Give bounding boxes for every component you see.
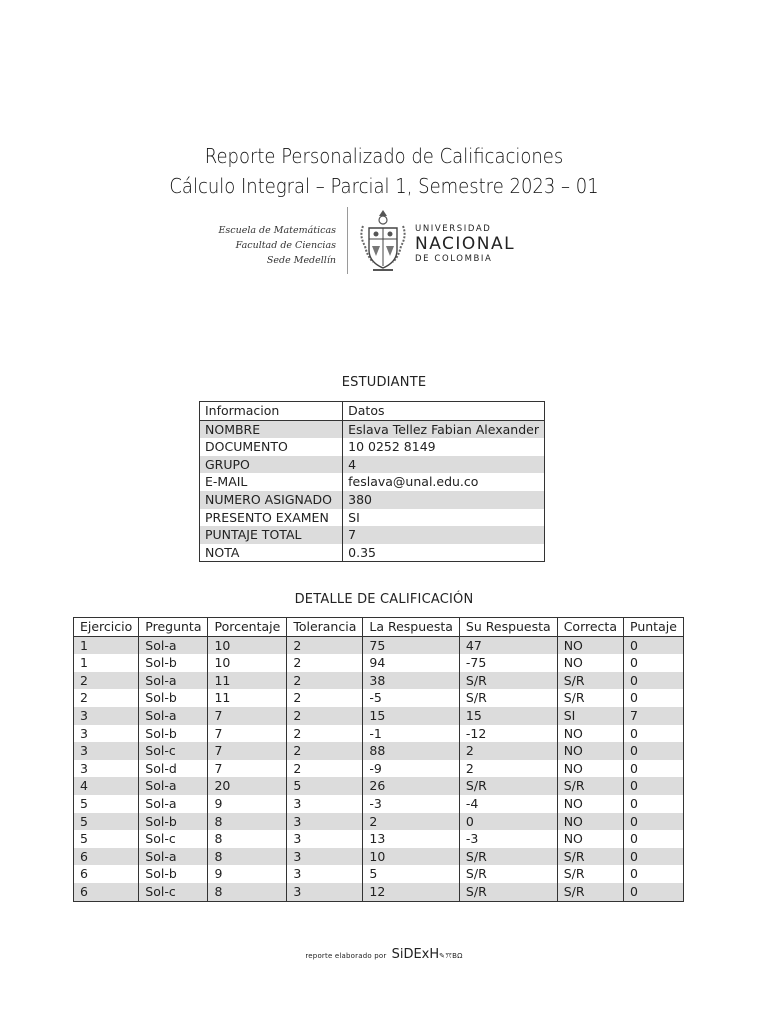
- table-cell: NO: [557, 795, 623, 813]
- table-cell: 6: [74, 865, 139, 883]
- table-cell: 0: [624, 742, 684, 760]
- table-row: [200, 456, 545, 474]
- table-cell: 6: [74, 848, 139, 866]
- table-header-row: [200, 402, 545, 421]
- column-header: Puntaje: [624, 618, 684, 637]
- table-row: [74, 777, 684, 795]
- table-cell: Sol-b: [139, 654, 208, 672]
- column-header: Correcta: [557, 618, 623, 637]
- table-cell: 38: [363, 672, 460, 690]
- table-cell: 2: [287, 654, 363, 672]
- table-cell: 0: [630, 655, 638, 671]
- table-cell: 2: [287, 742, 363, 760]
- table-row: [200, 438, 545, 456]
- footer-prefix: reporte elaborado por: [305, 952, 387, 960]
- university-line: UNIVERSIDAD: [415, 224, 492, 234]
- table-cell: 3: [287, 813, 363, 831]
- table-cell: 3: [74, 742, 139, 760]
- table-cell: NO: [557, 760, 623, 778]
- column-header: La Respuesta: [363, 618, 460, 637]
- table-cell: NO: [557, 742, 623, 760]
- university-name: [415, 224, 515, 264]
- faculty-line: Facultad de Ciencias: [235, 240, 336, 251]
- table-cell: S/R: [459, 689, 557, 707]
- table-cell: S/R: [557, 848, 623, 866]
- table-cell: Sol-b: [139, 725, 208, 743]
- table-cell: Sol-a: [139, 707, 208, 725]
- column-header: Porcentaje: [208, 618, 287, 637]
- table-cell: 47: [459, 636, 557, 654]
- report-title: Reporte Personalizado de Calificaciones: [204, 144, 564, 168]
- table-row: [200, 544, 545, 562]
- table-cell: 0: [630, 795, 638, 811]
- table-cell: 5: [74, 795, 139, 813]
- table-row: [74, 883, 684, 901]
- table-cell: S/R: [557, 883, 623, 901]
- school-line: Escuela de Matemáticas: [218, 225, 336, 236]
- course-subtitle: Cálculo Integral – Parcial 1, Semestre 2023 – 01: [169, 174, 599, 198]
- info-label: NOTA: [200, 544, 343, 562]
- table-row: [200, 526, 545, 544]
- info-label: NOMBRE: [200, 420, 343, 438]
- nacional-line: NACIONAL: [415, 234, 516, 254]
- table-row: [74, 813, 684, 831]
- table-cell: 88: [363, 742, 460, 760]
- table-cell: 7: [208, 760, 287, 778]
- table-cell: 2: [459, 760, 557, 778]
- table-header-row: [74, 618, 684, 637]
- table-cell: 20: [208, 777, 287, 795]
- table-cell: 2: [363, 813, 460, 831]
- table-cell: Sol-c: [139, 742, 208, 760]
- table-cell: 9: [208, 865, 287, 883]
- table-cell: 0: [624, 813, 684, 831]
- table-cell: Sol-b: [139, 865, 208, 883]
- table-cell: 11: [208, 672, 287, 690]
- table-cell: 0: [630, 690, 638, 706]
- table-cell: 2: [287, 725, 363, 743]
- table-row: [74, 707, 684, 725]
- info-value: 380: [343, 491, 545, 509]
- info-value: 10 0252 8149: [348, 439, 436, 455]
- student-info-table: [199, 401, 545, 562]
- table-row: [200, 420, 545, 438]
- table-cell: 2: [74, 689, 139, 707]
- table-cell: 8: [208, 813, 287, 831]
- table-row: [200, 473, 545, 491]
- table-cell: NO: [557, 636, 623, 654]
- student-section-title: ESTUDIANTE: [341, 375, 427, 390]
- table-cell: Sol-a: [139, 777, 208, 795]
- table-cell: 15: [363, 707, 460, 725]
- table-cell: 0: [459, 813, 557, 831]
- table-cell: 12: [363, 883, 460, 901]
- table-cell: Sol-a: [139, 672, 208, 690]
- table-row: [74, 689, 684, 707]
- table-row: [74, 654, 684, 672]
- info-label: DOCUMENTO: [200, 438, 343, 456]
- column-header: Tolerancia: [287, 618, 363, 637]
- table-cell: 2: [287, 760, 363, 778]
- table-cell: 3: [287, 865, 363, 883]
- info-label: E-MAIL: [200, 473, 343, 491]
- faculty-text: [200, 223, 336, 268]
- table-row: [74, 830, 684, 848]
- table-cell: Sol-a: [139, 795, 208, 813]
- table-cell: 0: [624, 777, 684, 795]
- table-cell: 6: [74, 883, 139, 901]
- table-cell: 0: [624, 672, 684, 690]
- table-cell: 11: [208, 689, 287, 707]
- footer-brand: SiDExH: [391, 947, 440, 962]
- table-cell: -1: [363, 725, 460, 743]
- footer-suffix: ✎ꔫBΩ: [439, 952, 463, 960]
- info-label: PUNTAJE TOTAL: [200, 526, 343, 544]
- table-cell: 75: [363, 636, 460, 654]
- logo-divider: [347, 207, 348, 274]
- table-row: [74, 848, 684, 866]
- table-cell: 5: [363, 865, 460, 883]
- info-value: Eslava Tellez Fabian Alexander: [343, 420, 545, 438]
- table-cell: 94: [363, 654, 460, 672]
- table-cell: S/R: [557, 672, 623, 690]
- table-cell: 10: [208, 636, 287, 654]
- table-cell: 5: [74, 830, 139, 848]
- table-cell: S/R: [459, 777, 557, 795]
- table-cell: S/R: [557, 777, 623, 795]
- table-row: [74, 865, 684, 883]
- table-cell: 3: [74, 707, 139, 725]
- table-cell: 1: [74, 654, 139, 672]
- table-cell: 0: [630, 725, 638, 741]
- table-cell: -3: [459, 830, 557, 848]
- table-cell: 2: [74, 672, 139, 690]
- table-cell: 3: [287, 883, 363, 901]
- table-cell: 2: [459, 742, 557, 760]
- table-cell: S/R: [459, 883, 557, 901]
- university-seal-icon: [357, 206, 409, 276]
- info-value: 4: [343, 456, 545, 474]
- detail-rows: [74, 636, 684, 901]
- table-cell: 0: [630, 831, 638, 847]
- table-cell: 13: [363, 830, 460, 848]
- table-cell: SI: [557, 707, 623, 725]
- table-cell: Sol-c: [139, 883, 208, 901]
- column-header: Ejercicio: [74, 618, 139, 637]
- column-header: Pregunta: [139, 618, 208, 637]
- table-cell: 15: [459, 707, 557, 725]
- table-cell: 2: [287, 689, 363, 707]
- info-value: 7: [343, 526, 545, 544]
- footer-credit: [0, 943, 768, 962]
- table-cell: 8: [208, 883, 287, 901]
- info-value: 0.35: [348, 544, 376, 560]
- table-cell: -9: [363, 760, 460, 778]
- table-cell: 5: [74, 813, 139, 831]
- table-cell: 2: [287, 636, 363, 654]
- campus-line: Sede Medellín: [266, 255, 336, 266]
- table-cell: 8: [208, 830, 287, 848]
- table-cell: NO: [557, 654, 623, 672]
- table-cell: -75: [459, 654, 557, 672]
- table-row: [200, 509, 545, 527]
- table-cell: S/R: [459, 672, 557, 690]
- table-cell: -12: [459, 725, 557, 743]
- table-row: [74, 760, 684, 778]
- table-cell: Sol-a: [139, 848, 208, 866]
- table-cell: S/R: [459, 848, 557, 866]
- table-cell: 0: [630, 760, 638, 776]
- table-row: [74, 795, 684, 813]
- table-cell: 3: [74, 725, 139, 743]
- column-header: Informacion: [200, 402, 343, 421]
- table-cell: S/R: [557, 865, 623, 883]
- table-cell: 0: [624, 636, 684, 654]
- column-header: Datos: [343, 402, 545, 421]
- table-cell: -4: [459, 795, 557, 813]
- table-cell: NO: [557, 830, 623, 848]
- table-cell: 0: [630, 866, 638, 882]
- info-value: feslava@unal.edu.co: [348, 474, 479, 490]
- table-cell: 10: [208, 654, 287, 672]
- table-cell: S/R: [557, 689, 623, 707]
- table-cell: 2: [287, 672, 363, 690]
- table-row: [74, 725, 684, 743]
- grade-detail-table: [73, 617, 684, 902]
- table-cell: 7: [624, 707, 684, 725]
- table-cell: 0: [624, 883, 684, 901]
- table-cell: 7: [208, 707, 287, 725]
- table-row: [74, 672, 684, 690]
- detail-section-title: DETALLE DE CALIFICACIÓN: [294, 592, 474, 607]
- table-cell: NO: [557, 725, 623, 743]
- table-cell: 3: [287, 848, 363, 866]
- table-cell: Sol-d: [139, 760, 208, 778]
- table-cell: 7: [208, 742, 287, 760]
- table-cell: 7: [208, 725, 287, 743]
- table-cell: 1: [74, 636, 139, 654]
- table-cell: 5: [287, 777, 363, 795]
- table-row: [74, 636, 684, 654]
- table-cell: Sol-b: [139, 813, 208, 831]
- table-cell: NO: [557, 813, 623, 831]
- info-label: PRESENTO EXAMEN: [200, 509, 343, 527]
- table-cell: 3: [287, 830, 363, 848]
- table-cell: 2: [287, 707, 363, 725]
- table-cell: Sol-a: [139, 636, 208, 654]
- table-cell: -5: [363, 689, 460, 707]
- table-cell: 9: [208, 795, 287, 813]
- table-cell: -3: [363, 795, 460, 813]
- table-cell: 8: [208, 848, 287, 866]
- info-label: NUMERO ASIGNADO: [200, 491, 343, 509]
- colombia-line: DE COLOMBIA: [415, 254, 493, 264]
- info-label: GRUPO: [200, 456, 343, 474]
- table-row: [74, 742, 684, 760]
- table-cell: 3: [287, 795, 363, 813]
- table-cell: 0: [624, 848, 684, 866]
- table-cell: 4: [74, 777, 139, 795]
- info-value: SI: [348, 509, 360, 525]
- table-cell: 10: [363, 848, 460, 866]
- column-header: Su Respuesta: [459, 618, 557, 637]
- table-cell: 26: [363, 777, 460, 795]
- table-cell: Sol-c: [139, 830, 208, 848]
- table-cell: S/R: [459, 865, 557, 883]
- table-row: [200, 491, 545, 509]
- table-cell: 3: [74, 760, 139, 778]
- table-cell: Sol-b: [139, 689, 208, 707]
